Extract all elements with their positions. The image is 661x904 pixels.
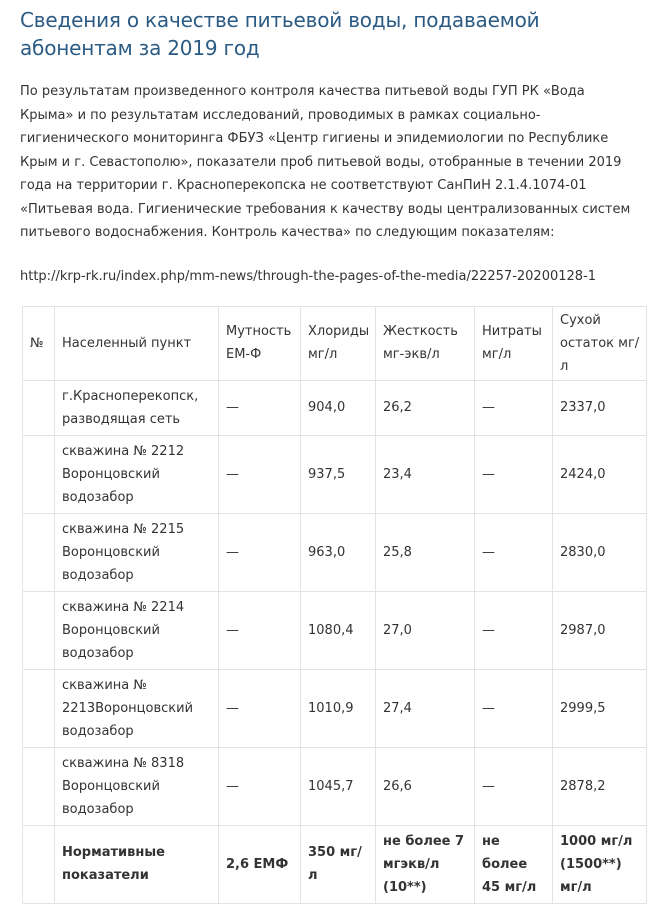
cell-nitrates: — [475,747,553,825]
table-row [23,435,647,513]
cell-hardness: 26,2 [376,380,475,435]
cell-num [23,669,55,747]
header-place: Населенный пункт [55,306,219,380]
norm-chlorides: 350 мг/л [301,825,376,903]
cell-nitrates: — [475,669,553,747]
cell-nitrates: — [475,435,553,513]
cell-chlorides: 904,0 [301,380,376,435]
cell-hardness: 27,4 [376,669,475,747]
cell-turbidity: — [219,380,301,435]
cell-dry-residue: 2878,2 [553,747,647,825]
cell-place: скважина № 2214 Воронцовский водозабор [55,591,219,669]
cell-num [23,747,55,825]
cell-dry-residue: 2337,0 [553,380,647,435]
header-turbidity: Мутность ЕМ-Ф [219,306,301,380]
page-title: Сведения о качестве питьевой воды, подаваемой абонентам за 2019 год [20,8,540,60]
header-num: № [23,306,55,380]
cell-hardness: 25,8 [376,513,475,591]
cell-chlorides: 1080,4 [301,591,376,669]
table-row [23,591,647,669]
cell-dry-residue: 2424,0 [553,435,647,513]
table-row [23,513,647,591]
cell-turbidity: — [219,513,301,591]
norms-row [23,825,647,903]
cell-num [23,591,55,669]
cell-place: скважина № 2213Воронцовский водозабор [55,669,219,747]
cell-chlorides: 1045,7 [301,747,376,825]
intro-paragraph: По результатам произведенного контроля качества питьевой воды ГУП РК «Вода Крыма» и по результатам исследований, проводимых в рамках социально-гигиенического мониторинга ФБУЗ «Центр гигиены и эпидемиологии по Республике Крым и г. Севастополю», показатели проб питьевой воды, отобранные в течении 2019 года на территории г. Красноперекопска не соответствуют СанПиН 2.1.4.1074-01 «Питьевая вода. Гигиенические требования к качеству воды централизованных систем питьевого водоснабжения. Контроль качества» по следующим показателям: [20,84,631,240]
cell-chlorides: 937,5 [301,435,376,513]
cell-dry-residue: 2999,5 [553,669,647,747]
table-header-row [23,306,647,380]
table-row [23,669,647,747]
header-nitrates: Нитраты мг/л [475,306,553,380]
cell-num [23,380,55,435]
table-row [23,747,647,825]
table-row [23,380,647,435]
cell-hardness: 26,6 [376,747,475,825]
norms-label: Нормативные показатели [55,825,219,903]
water-quality-table [22,306,647,904]
norm-nitrates: не более 45 мг/л [475,825,553,903]
cell-turbidity: — [219,669,301,747]
cell-hardness: 27,0 [376,591,475,669]
norm-turbidity: 2,6 ЕМФ [219,825,301,903]
norm-dry-residue: 1000 мг/л (1500**) мг/л [553,825,647,903]
cell-num [23,825,55,903]
source-link: http://krp-rk.ru/index.php/mm-news/through-the-pages-of-the-media/22257-20200128-1 [20,268,597,284]
cell-place: скважина № 2212 Воронцовский водозабор [55,435,219,513]
cell-place: скважина № 8318 Воронцовский водозабор [55,747,219,825]
cell-hardness: 23,4 [376,435,475,513]
cell-nitrates: — [475,513,553,591]
cell-turbidity: — [219,435,301,513]
norm-hardness: не более 7 мгэкв/л (10**) [376,825,475,903]
header-dry-residue: Сухой остаток мг/л [553,306,647,380]
cell-turbidity: — [219,747,301,825]
cell-place: г.Красноперекопск, разводящая сеть [55,380,219,435]
cell-turbidity: — [219,591,301,669]
cell-num [23,513,55,591]
cell-chlorides: 1010,9 [301,669,376,747]
cell-num [23,435,55,513]
cell-chlorides: 963,0 [301,513,376,591]
cell-dry-residue: 2830,0 [553,513,647,591]
cell-place: скважина № 2215 Воронцовский водозабор [55,513,219,591]
cell-nitrates: — [475,380,553,435]
cell-dry-residue: 2987,0 [553,591,647,669]
header-chlorides: Хлориды мг/л [301,306,376,380]
cell-nitrates: — [475,591,553,669]
header-hardness: Жесткость мг-экв/л [376,306,475,380]
